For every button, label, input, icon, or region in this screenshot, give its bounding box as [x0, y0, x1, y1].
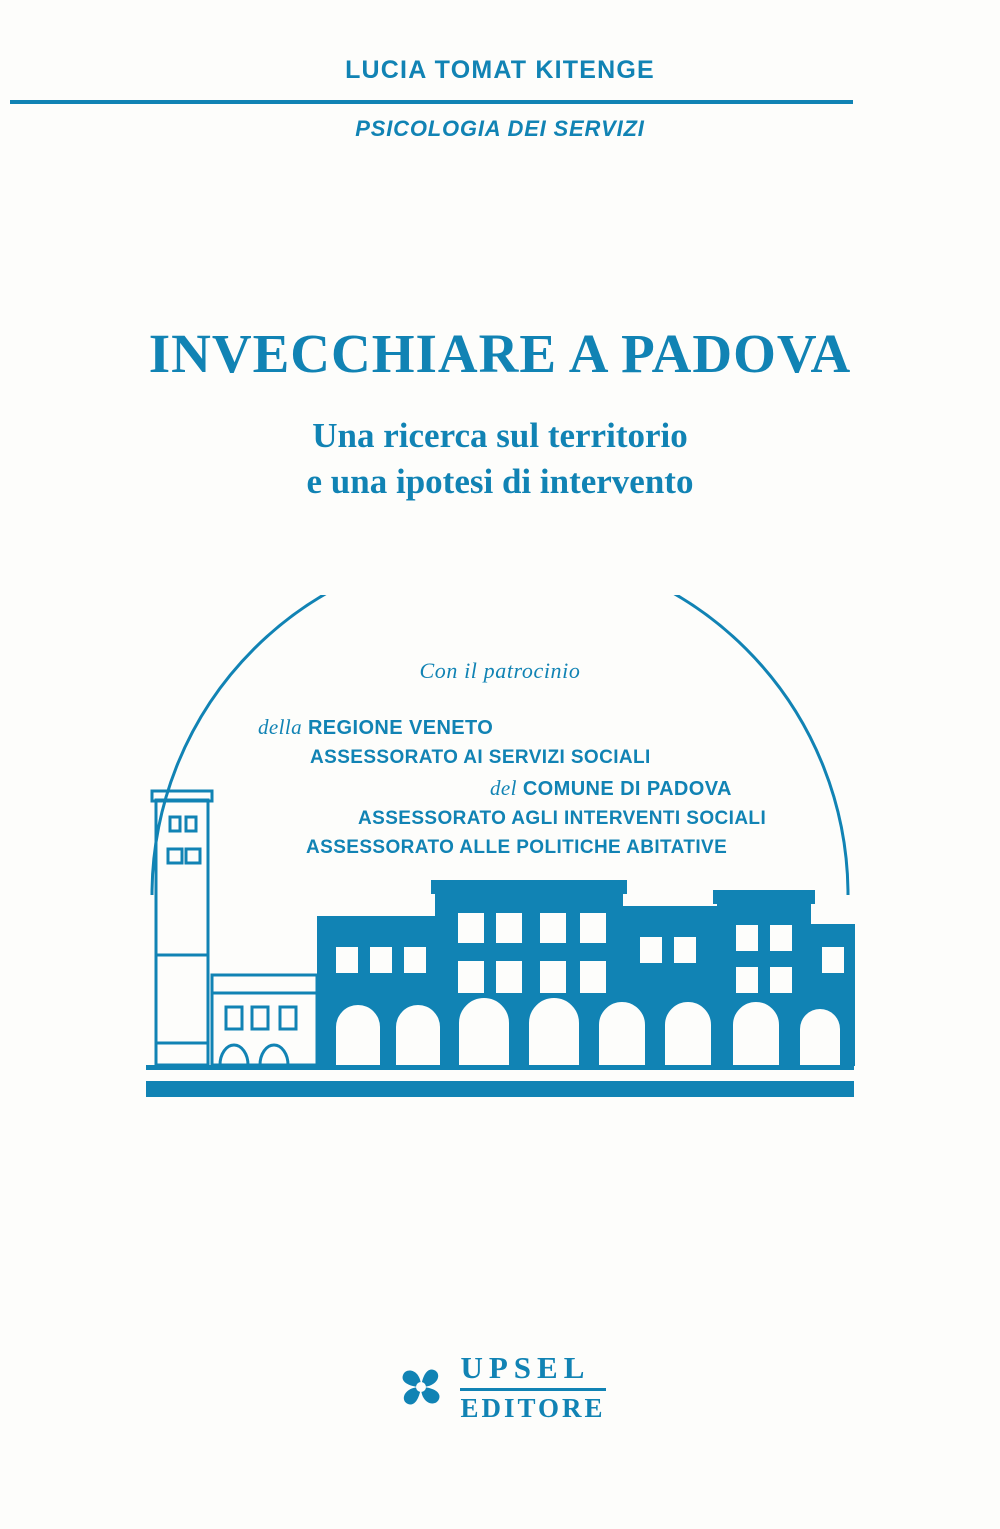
page-subtitle-line-2: e una ipotesi di intervento	[306, 462, 694, 502]
author-name: LUCIA TOMAT KITENGE	[345, 56, 655, 84]
patronage-line-5-body: ASSESSORATO ALLE POLITICHE ABITATIVE	[306, 836, 728, 858]
patronage-line-1	[150, 712, 850, 744]
publisher-logo	[0, 1352, 1000, 1422]
series-name: PSICOLOGIA DEI SERVIZI	[355, 116, 645, 141]
patronage-line-3	[150, 773, 850, 805]
publisher-subtitle: EDITORE	[460, 1392, 606, 1423]
patronage-line-2-body: ASSESSORATO AI SERVIZI SOCIALI	[310, 746, 651, 768]
patronage-line-1-body: REGIONE VENETO	[307, 717, 494, 739]
propeller-mark-icon	[394, 1357, 448, 1417]
patronage-line-4-body: ASSESSORATO AGLI INTERVENTI SOCIALI	[358, 807, 767, 829]
patronage-line-3-lead: del	[490, 775, 517, 800]
patronage-line-4	[150, 805, 850, 834]
patronage-line-1-lead: della	[258, 715, 302, 739]
page-subtitle	[0, 413, 1000, 505]
publisher-name: UPSEL	[460, 1350, 591, 1385]
patronage-intro: Con il patrocinio	[419, 658, 581, 683]
patronage-line-2	[150, 744, 850, 773]
header-divider	[10, 100, 853, 104]
page-subtitle-line-1: Una ricerca sul territorio	[312, 416, 688, 455]
patronage-line-5	[150, 834, 850, 863]
page-title: INVECCHIARE A PADOVA	[148, 323, 852, 384]
publisher-divider	[460, 1388, 605, 1391]
patronage-line-3-body: COMUNE DI PADOVA	[522, 777, 732, 800]
patronage-block	[150, 658, 850, 862]
